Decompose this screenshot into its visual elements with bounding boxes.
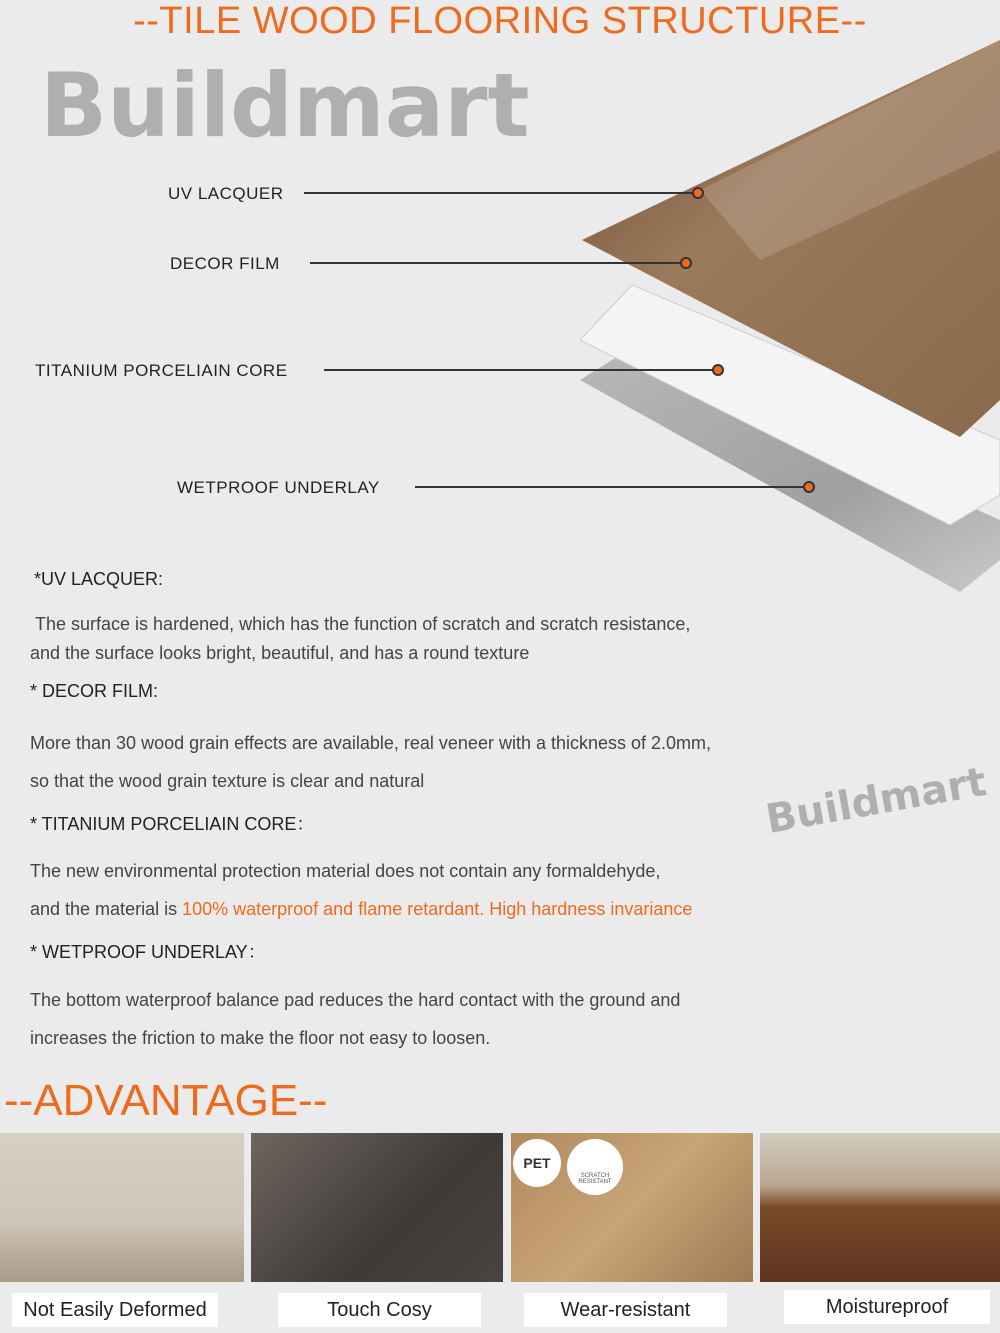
section-heading: *UV LACQUER:: [34, 569, 164, 589]
marker-dot: [712, 364, 724, 376]
section-text: increases the friction to make the floor not easy to loosen.: [30, 1028, 491, 1048]
marker-dot: [692, 187, 704, 199]
scratch-badge: SCRATCH RESISTANT: [567, 1139, 623, 1195]
section-text: so that the wood grain texture is clear and natural: [30, 771, 425, 791]
photo-moistureproof: [760, 1133, 1000, 1282]
marker-dot: [803, 481, 815, 493]
text-prefix: and the material is: [30, 899, 183, 919]
section-text: More than 30 wood grain effects are available, real veneer with a thickness of 2.0mm,: [30, 733, 712, 753]
label-uv-lacquer: UV LACQUER: [168, 184, 284, 203]
section-heading: * DECOR FILM:: [30, 681, 159, 701]
section-text: The bottom waterproof balance pad reduces the hard contact with the ground and: [30, 990, 681, 1010]
caption-touch-cosy: Touch Cosy: [278, 1293, 481, 1327]
watermark: Buildmart: [762, 759, 990, 843]
section-text: [30, 899, 692, 920]
section-text: The new environmental protection material does not contain any formaldehyde,: [30, 861, 661, 881]
pet-badge: PET: [513, 1139, 561, 1187]
label-decor-film: DECOR FILM: [170, 254, 280, 273]
label-core: TITANIUM PORCELIAIN CORE: [35, 361, 288, 380]
advantage-title: --ADVANTAGE--: [4, 1076, 328, 1125]
leader-line: [304, 192, 696, 194]
leader-line: [310, 262, 682, 264]
section-text: and the surface looks bright, beautiful, and has a round texture: [30, 643, 530, 663]
leader-line: [415, 486, 805, 488]
section-text: The surface is hardened, which has the function of scratch and scratch resistance,: [35, 614, 691, 634]
caption-not-deformed: Not Easily Deformed: [12, 1293, 218, 1327]
section-heading: * TITANIUM PORCELIAIN CORE：: [30, 814, 315, 834]
page-title: --TILE WOOD FLOORING STRUCTURE--: [133, 0, 867, 42]
photo-touch-cosy: [251, 1133, 503, 1282]
watermark: Buildmart: [40, 54, 530, 157]
photo-wear-resistant: [511, 1133, 753, 1282]
photo-not-deformed: [0, 1133, 244, 1282]
highlight-text: 100% waterproof and flame retardant. High hardness invariance: [182, 899, 693, 919]
label-underlay: WETPROOF UNDERLAY: [177, 478, 380, 497]
caption-wear-resistant: Wear-resistant: [524, 1293, 727, 1327]
marker-dot: [680, 257, 692, 269]
caption-moistureproof: Moistureproof: [784, 1290, 990, 1324]
leader-line: [324, 369, 714, 371]
section-heading: * WETPROOF UNDERLAY：: [30, 942, 266, 962]
